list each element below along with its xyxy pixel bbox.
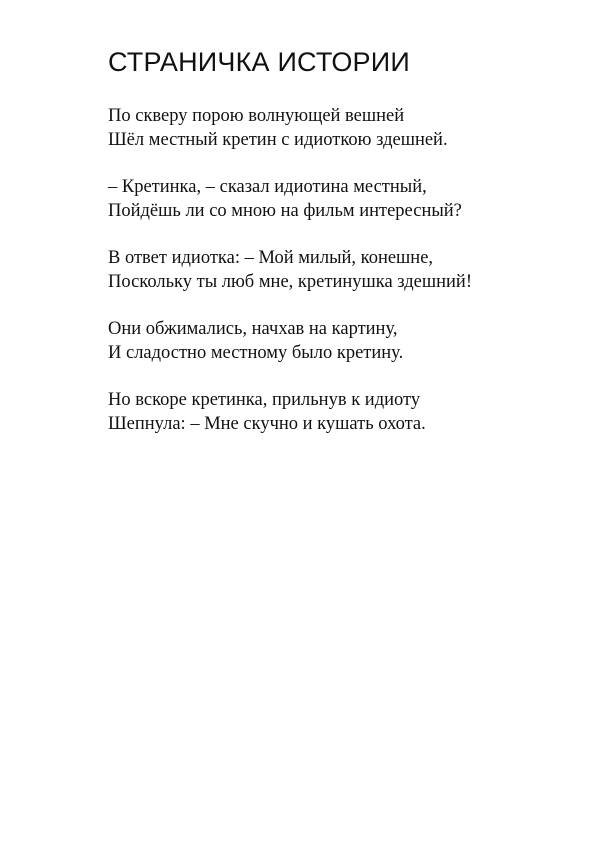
page-title: СТРАНИЧКА ИСТОРИИ — [108, 47, 410, 77]
poem-line: По скверу порою волнующей вешней — [108, 106, 405, 126]
poem-line: Они обжимались, начхав на картину, — [108, 319, 398, 339]
poem-line: Поскольку ты люб мне, кретинушка здешний! — [108, 272, 472, 292]
poem-line: Шёл местный кретин с идиоткою здешней. — [108, 130, 448, 150]
stanza-3 — [108, 246, 568, 294]
poem-line: И сладостно местному было кретину. — [108, 343, 404, 363]
stanza-5 — [108, 388, 568, 436]
poem-line: Но вскоре кретинка, прильнув к идиоту — [108, 390, 421, 410]
poem-body — [108, 104, 568, 459]
poem-line: – Кретинка, – сказал идиотина местный, — [108, 177, 427, 197]
poem-line: Шепнула: – Мне скучно и кушать охота. — [108, 414, 426, 434]
stanza-4 — [108, 317, 568, 365]
poem-line: В ответ идиотка: – Мой милый, конешне, — [108, 248, 434, 268]
stanza-2 — [108, 175, 568, 223]
stanza-1 — [108, 104, 568, 152]
poem-line: Пойдёшь ли со мною на фильм интересный? — [108, 201, 462, 221]
